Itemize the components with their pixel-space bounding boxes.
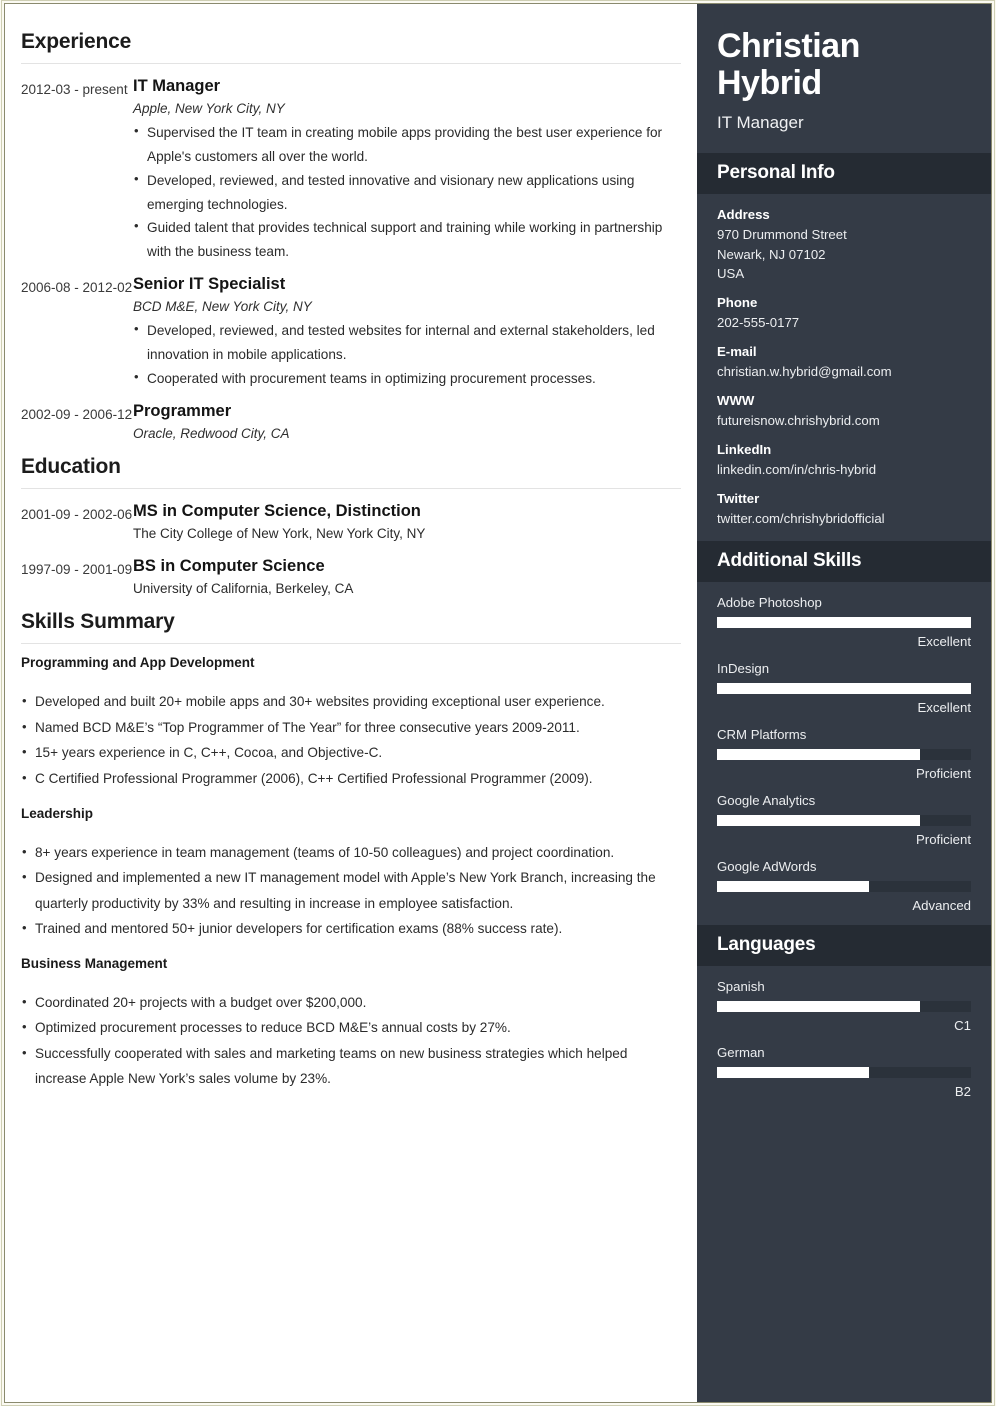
entry-subtitle: University of California, Berkeley, CA (133, 581, 354, 597)
resume-entry (21, 500, 681, 546)
language-item (717, 1045, 971, 1099)
skills-bullet-list (21, 689, 681, 791)
skill-track (717, 881, 971, 892)
skills-bullet: • Developed and built 20+ mobile apps and 30+ websites providing exceptional user experience. (21, 689, 681, 715)
entry-bullet: • Cooperated with procurement teams in optimizing procurement processes. (133, 367, 667, 391)
additional-skills-list (717, 595, 971, 913)
skills-group-title: Programming and App Development (21, 655, 255, 671)
skills-group (21, 806, 681, 942)
skills-bullet-list (21, 840, 681, 942)
entry-dates: 2006-08 - 2012-02 (21, 279, 133, 295)
language-name: Spanish (717, 978, 765, 994)
language-fill (717, 1001, 920, 1012)
info-label: LinkedIn (717, 442, 772, 458)
entry-body (133, 273, 681, 391)
sidebar-section-header-personal-info (697, 153, 991, 194)
info-label: Address (717, 207, 770, 223)
personal-info-body (697, 194, 991, 528)
resume-page (4, 3, 992, 1403)
skills-bullet: • C Certified Professional Programmer (2006), C++ Certified Professional Programmer (2009). (21, 766, 681, 792)
sidebar-section-header-additional-skills (697, 541, 991, 582)
personal-info-heading: Personal Info (717, 162, 835, 184)
info-label: WWW (717, 393, 755, 409)
skill-item (717, 793, 971, 847)
skills-group-title: Business Management (21, 955, 168, 971)
languages-body (697, 966, 991, 1099)
entry-title: Senior IT Specialist (133, 274, 286, 293)
info-block (717, 344, 971, 381)
section-skills-summary (21, 610, 681, 1092)
entry-body (133, 500, 681, 546)
info-label: Phone (717, 294, 758, 310)
skill-item (717, 661, 971, 715)
entry-body (133, 75, 681, 264)
info-label: E-mail (717, 344, 757, 359)
section-title-skills-summary: Skills Summary (21, 610, 175, 634)
skills-bullet: • 15+ years experience in C, C++, Cocoa, and Objective-C. (21, 740, 681, 766)
language-name: German (717, 1044, 765, 1060)
entry-dates: 2012-03 - present (21, 82, 128, 97)
skill-fill (717, 617, 971, 628)
language-track (717, 1067, 971, 1078)
skill-level: Proficient (916, 765, 971, 781)
entry-bullet-list (133, 121, 667, 264)
skills-group (21, 956, 681, 1092)
main-sections (21, 30, 681, 601)
language-level: C1 (954, 1017, 971, 1033)
sidebar-section-header-languages (697, 925, 991, 966)
info-block (717, 393, 971, 430)
additional-skills-body (697, 582, 991, 913)
language-track (717, 1001, 971, 1012)
skill-fill (717, 881, 869, 892)
personal-info-fields (717, 207, 971, 528)
skill-track (717, 815, 971, 826)
entry-body (133, 555, 681, 601)
skill-name: Google AdWords (717, 858, 817, 874)
info-block (717, 295, 971, 332)
skill-name: CRM Platforms (717, 726, 807, 742)
entry-title: Programmer (133, 401, 232, 420)
language-item (717, 979, 971, 1033)
skills-group (21, 655, 681, 791)
skill-name: Google Analytics (717, 792, 816, 808)
skill-level: Proficient (916, 831, 971, 847)
skill-item (717, 859, 971, 913)
info-value: 970 Drummond Street Newark, NJ 07102 USA (717, 227, 847, 281)
skill-name: Adobe Photoshop (717, 594, 822, 610)
skills-bullet: • 8+ years experience in team management (teams of 10-50 colleagues) and project coordination. (21, 840, 681, 866)
skill-fill (717, 815, 920, 826)
skill-name: InDesign (717, 660, 770, 676)
main-column (5, 4, 697, 1402)
entry-bullet: • Developed, reviewed, and tested innovative and visionary new applications using emerging technologies. (133, 169, 667, 217)
section-divider (21, 643, 681, 644)
resume-entry (21, 273, 681, 391)
entry-title: MS in Computer Science, Distinction (133, 501, 421, 520)
section-divider (21, 488, 681, 489)
skill-level: Advanced (912, 897, 971, 913)
entry-subtitle: BCD M&E, New York City, NY (133, 299, 312, 315)
skills-bullet: • Trained and mentored 50+ junior developers for certification exams (88% success rate). (21, 916, 681, 942)
skill-level: Excellent (917, 633, 971, 649)
entry-bullet: • Supervised the IT team in creating mobile apps providing the best user experience for Apple's customers all over the world. (133, 121, 667, 169)
entry-bullet: • Guided talent that provides technical support and training while working in partnership with the business team. (133, 216, 667, 264)
skill-track (717, 683, 971, 694)
languages-heading: Languages (717, 933, 816, 955)
language-fill (717, 1067, 869, 1078)
resume-entry (21, 400, 681, 446)
entry-dates: 2001-09 - 2002-06 (21, 506, 133, 522)
languages-list (717, 979, 971, 1099)
skill-track (717, 749, 971, 760)
skills-groups (21, 655, 681, 1092)
skill-fill (717, 749, 920, 760)
skill-track (717, 617, 971, 628)
info-label: Twitter (717, 491, 760, 507)
skills-bullet: • Named BCD M&E’s “Top Programmer of The Year” for three consecutive years 2009-2011. (21, 715, 681, 741)
info-value: futureisnow.chrishybrid.com (717, 413, 880, 429)
info-value: twitter.com/chrishybridofficial (717, 511, 885, 527)
skills-group-title: Leadership (21, 805, 94, 821)
resume-entry (21, 75, 681, 264)
skills-bullet: • Coordinated 20+ projects with a budget over $200,000. (21, 990, 681, 1016)
entry-bullet-list (133, 319, 667, 390)
entry-title: BS in Computer Science (133, 557, 325, 576)
resume-entry (21, 555, 681, 601)
entry-bullet: • Developed, reviewed, and tested websites for internal and external stakeholders, led innovation in mobile applications. (133, 319, 667, 367)
info-value: christian.w.hybrid@gmail.com (717, 364, 892, 379)
skills-bullet-list (21, 990, 681, 1092)
entry-title: IT Manager (133, 77, 221, 95)
entry-subtitle: Apple, New York City, NY (133, 101, 285, 117)
candidate-role: IT Manager (717, 113, 804, 133)
skill-fill (717, 683, 971, 694)
entry-body (133, 400, 681, 446)
sidebar (697, 4, 991, 1402)
entry-dates: 2002-09 - 2006-12 (21, 406, 133, 422)
info-block (717, 207, 971, 282)
skills-bullet: • Designed and implemented a new IT management model with Apple’s New York Branch, increasing the quarterly productivity by 33% and resulting in increase in employee satisfaction. (21, 865, 681, 916)
section-title-education: Education (21, 454, 121, 478)
skill-item (717, 595, 971, 649)
skills-bullet: • Optimized procurement processes to reduce BCD M&E’s annual costs by 27%. (21, 1015, 681, 1041)
entry-subtitle: The City College of New York, New York City, NY (133, 526, 426, 542)
info-block (717, 442, 971, 479)
section-divider (21, 63, 681, 64)
skill-level: Excellent (917, 699, 971, 715)
language-level: B2 (954, 1083, 971, 1099)
info-value: linkedin.com/in/chris-hybrid (717, 462, 877, 478)
entry-dates: 1997-09 - 2001-09 (21, 562, 133, 578)
sidebar-header (697, 4, 991, 153)
info-value: 202-555-0177 (717, 314, 800, 330)
section-title-experience: Experience (21, 30, 132, 53)
entry-subtitle: Oracle, Redwood City, CA (133, 425, 290, 441)
skill-item (717, 727, 971, 781)
info-block (717, 491, 971, 528)
skills-bullet: • Successfully cooperated with sales and marketing teams on new business strategies which helped increase Apple New York’s sales volume by 23%. (21, 1041, 681, 1092)
additional-skills-heading: Additional Skills (717, 549, 862, 571)
candidate-name: Christian Hybrid (717, 27, 860, 102)
